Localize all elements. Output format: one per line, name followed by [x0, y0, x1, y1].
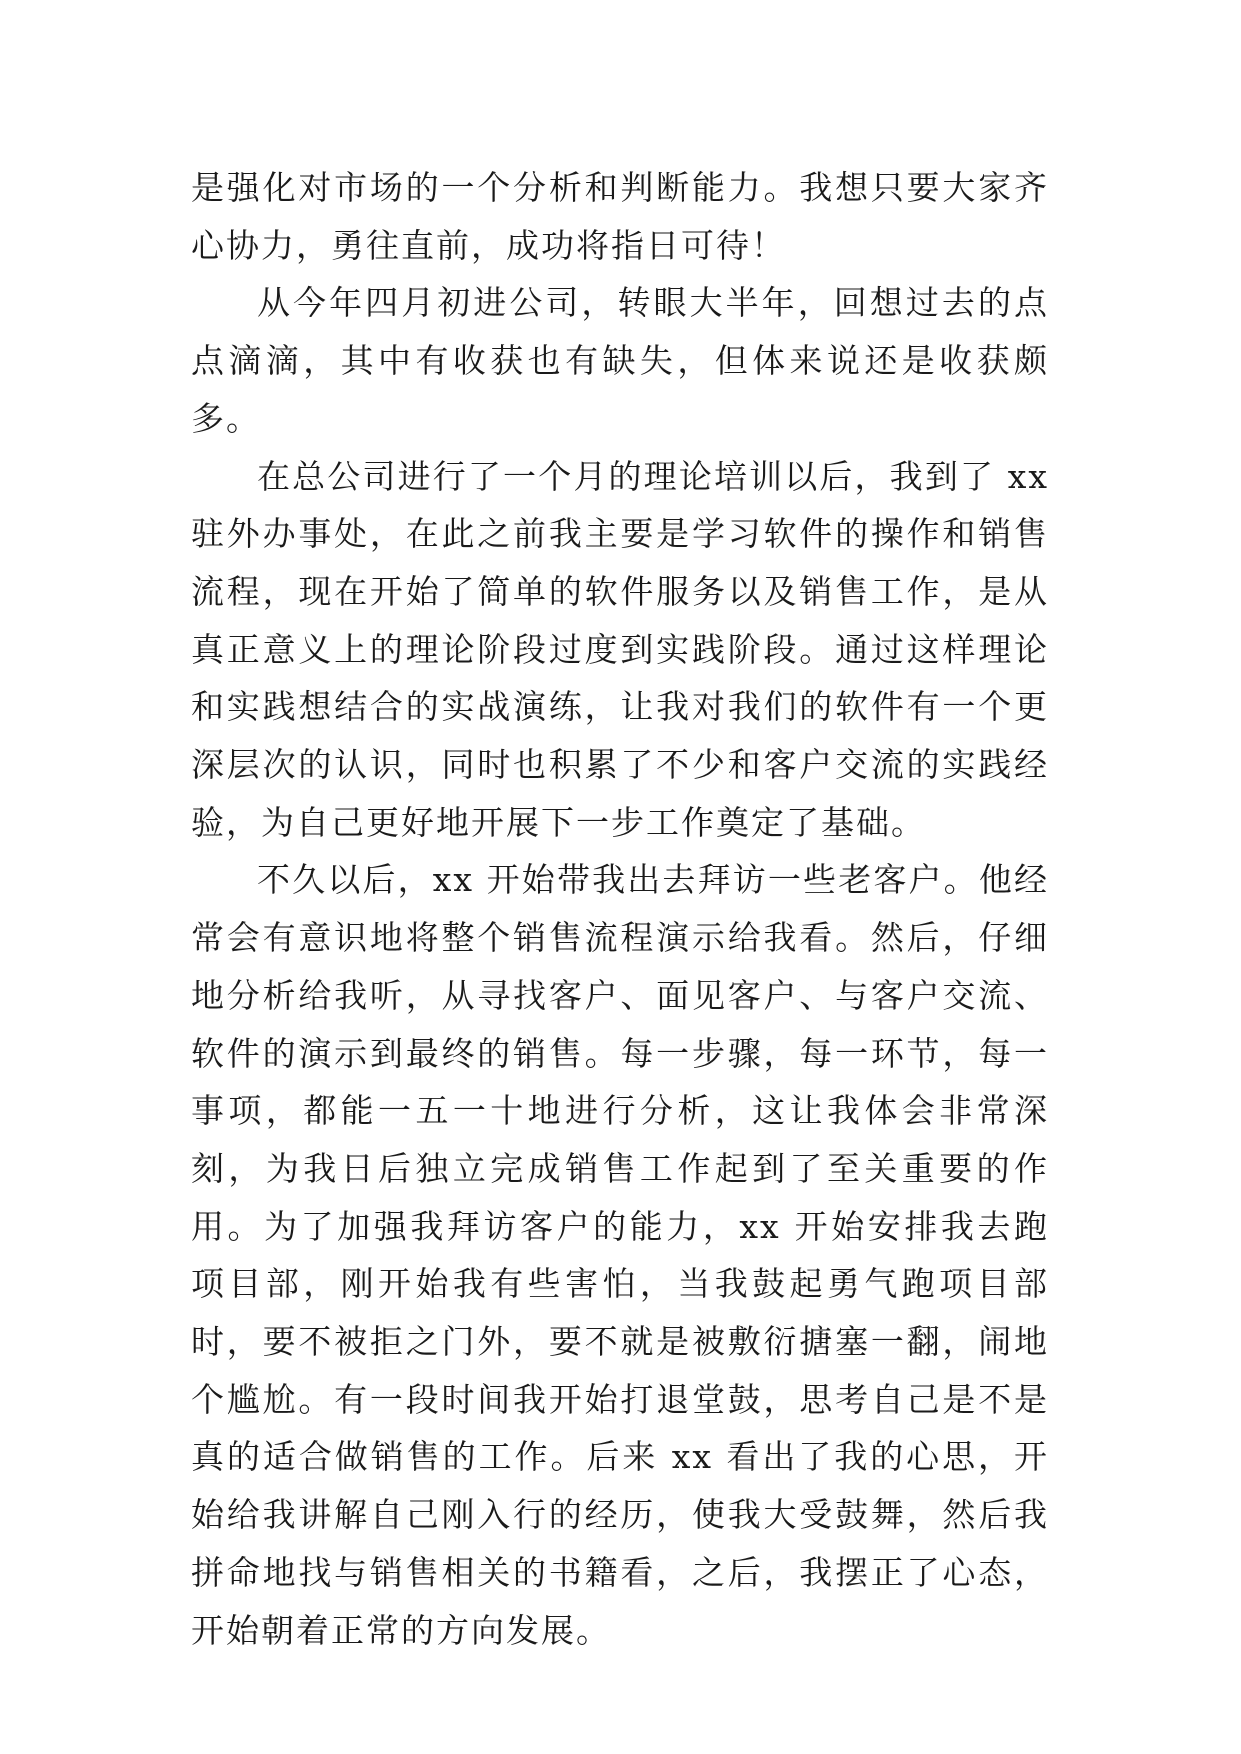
paragraph-joining-company: 从今年四月初进公司，转眼大半年，回想过去的点点滴滴，其中有收获也有缺失，但体来说还是收获颇多。	[191, 283, 1049, 438]
paragraph-training: 在总公司进行了一个月的理论培训以后，我到了 xx 驻外办事处，在此之前我主要是学习软件的操作和销售流程，现在开始了简单的软件服务以及销售工作，是从真正意义上的理论阶段过度到实践阶段。通过这样理论和实践想结合的实战演练，让我对我们的软件有一个更深层次的认识，同时也积累了不少和客户交流的实践经验，为自己更好地开展下一步工作奠定了基础。	[191, 456, 1049, 842]
paragraph-client-visits: 不久以后，xx 开始带我出去拜访一些老客户。他经常会有意识地将整个销售流程演示给我看。然后，仔细地分析给我听，从寻找客户、面见客户、与客户交流、软件的演示到最终的销售。每一步骤，每一环节，每一事项，都能一五一十地进行分析，这让我体会非常深刻，为我日后独立完成销售工作起到了至关重要的作用。为了加强我拜访客户的能力，xx 开始安排我去跑项目部，刚开始我有些害怕，当我鼓起勇气跑项目部时，要不被拒之门外，要不就是被敷衍搪塞一翻，闹地个尴尬。有一段时间我开始打退堂鼓，思考自己是不是真的适合做销售的工作。后来 xx 看出了我的心思，开始给我讲解自己刚入行的经历，使我大受鼓舞，然后我拼命地找与销售相关的书籍看，之后，我摆正了心态，开始朝着正常的方向发展。	[191, 860, 1049, 1650]
paragraph-continuation: 是强化对市场的一个分析和判断能力。我想只要大家齐心协力，勇往直前，成功将指日可待！	[191, 168, 1049, 265]
body-text	[191, 159, 1049, 1659]
